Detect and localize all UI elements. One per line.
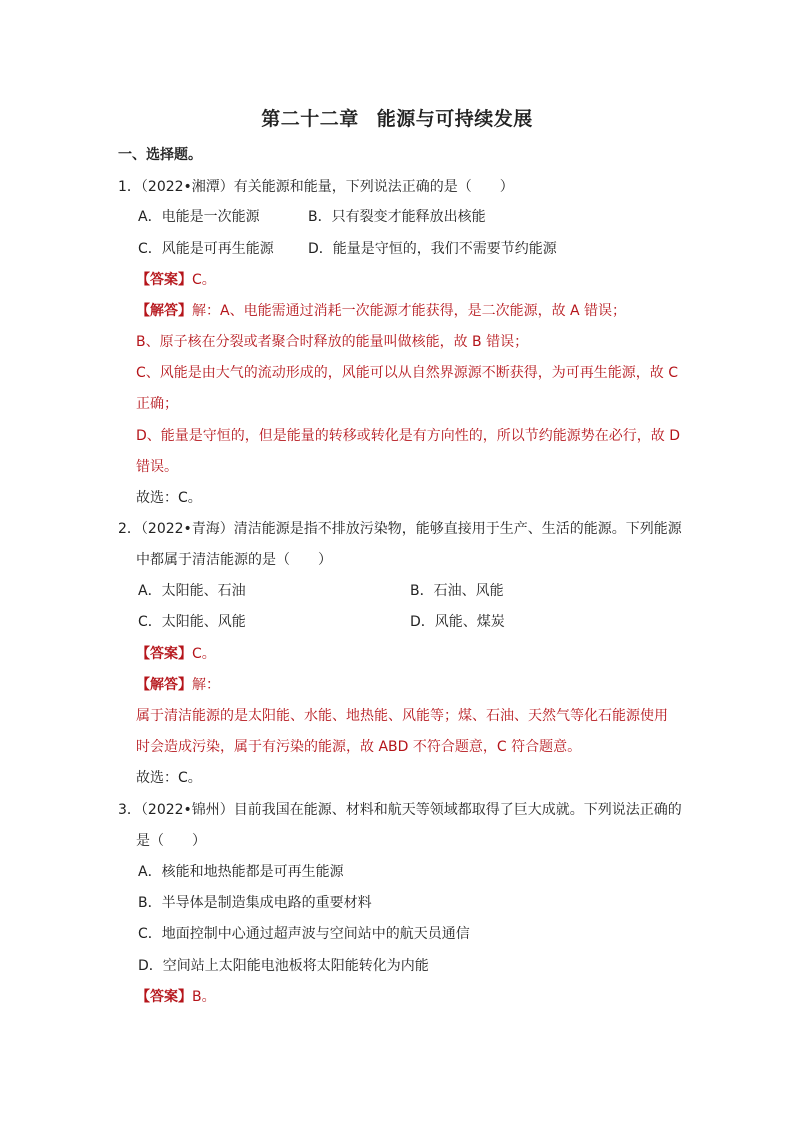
q1-option-c: C．风能是可再生能源 xyxy=(138,241,274,257)
q2-option-d: D．风能、煤炭 xyxy=(410,614,505,630)
q1-stem: 1．（2022•湘潭）有关能源和能量，下列说法正确的是（ ） xyxy=(118,179,514,195)
q2-stem-cont: 中都属于清洁能源的是（ ） xyxy=(136,552,332,568)
answer-tag: 【答案】 xyxy=(136,989,192,1005)
chapter-name: 能源与可持续发展 xyxy=(376,108,533,130)
analysis-text: 解：A、电能需通过消耗一次能源才能获得，是二次能源，故 A 错误； xyxy=(192,303,627,319)
q1-analysis-line xyxy=(136,302,626,320)
section-heading: 一、选择题。 xyxy=(118,147,202,163)
q2-option-b: B．石油、风能 xyxy=(410,583,504,599)
q3-option-d: D．空间站上太阳能电池板将太阳能转化为内能 xyxy=(138,958,429,974)
analysis-tag: 【解答】 xyxy=(136,677,192,693)
q2-option-c: C．太阳能、风能 xyxy=(138,614,246,630)
q1-option-a: A．电能是一次能源 xyxy=(138,209,260,225)
answer-value: B。 xyxy=(192,989,216,1005)
chapter-number: 第二十二章 xyxy=(261,108,359,130)
q1-option-d: D．能量是守恒的，我们不需要节约能源 xyxy=(308,241,557,257)
q2-analysis-line: 时会造成污染，属于有污染的能源，故 ABD 不符合题意，C 符合题意。 xyxy=(136,739,582,755)
q3-option-c: C．地面控制中心通过超声波与空间站中的航天员通信 xyxy=(138,926,470,942)
answer-tag: 【答案】 xyxy=(136,646,192,662)
answer-value: C。 xyxy=(192,272,216,288)
answer-value: C。 xyxy=(192,646,216,662)
q3-option-a: A．核能和地热能都是可再生能源 xyxy=(138,864,344,880)
chapter-title xyxy=(0,104,794,131)
q2-analysis-head xyxy=(136,676,220,694)
q2-choice: 故选：C。 xyxy=(136,770,202,786)
q3-option-b: B．半导体是制造集成电路的重要材料 xyxy=(138,895,372,911)
q1-analysis-line: B、原子核在分裂或者聚合时释放的能量叫做核能，故 B 错误； xyxy=(136,334,529,350)
q2-analysis-line: 属于清洁能源的是太阳能、水能、地热能、风能等；煤、石油、天然气等化石能源使用 xyxy=(136,708,668,724)
analysis-text: 解： xyxy=(192,677,220,693)
q1-analysis-line: 正确； xyxy=(136,396,178,412)
q1-analysis-line: D、能量是守恒的，但是能量的转移或转化是有方向性的，所以节约能源势在必行，故 D xyxy=(136,428,681,444)
q2-option-a: A．太阳能、石油 xyxy=(138,583,246,599)
q1-choice: 故选：C。 xyxy=(136,490,202,506)
analysis-tag: 【解答】 xyxy=(136,303,192,319)
q1-option-b: B．只有裂变才能释放出核能 xyxy=(308,209,486,225)
q3-answer xyxy=(136,988,216,1006)
answer-tag: 【答案】 xyxy=(136,272,192,288)
q3-stem-cont: 是（ ） xyxy=(136,833,206,849)
q1-answer xyxy=(136,271,216,289)
q2-stem: 2．（2022•青海）清洁能源是指不排放污染物，能够直接用于生产、生活的能源。下列能源 xyxy=(118,521,682,537)
q1-analysis-line: 错误。 xyxy=(136,459,178,475)
q1-analysis-line: C、风能是由大气的流动形成的，风能可以从自然界源源不断获得，为可再生能源，故 C xyxy=(136,365,678,381)
q3-stem: 3．（2022•锦州）目前我国在能源、材料和航天等领域都取得了巨大成就。下列说法正确的 xyxy=(118,802,682,818)
q2-answer xyxy=(136,645,216,663)
